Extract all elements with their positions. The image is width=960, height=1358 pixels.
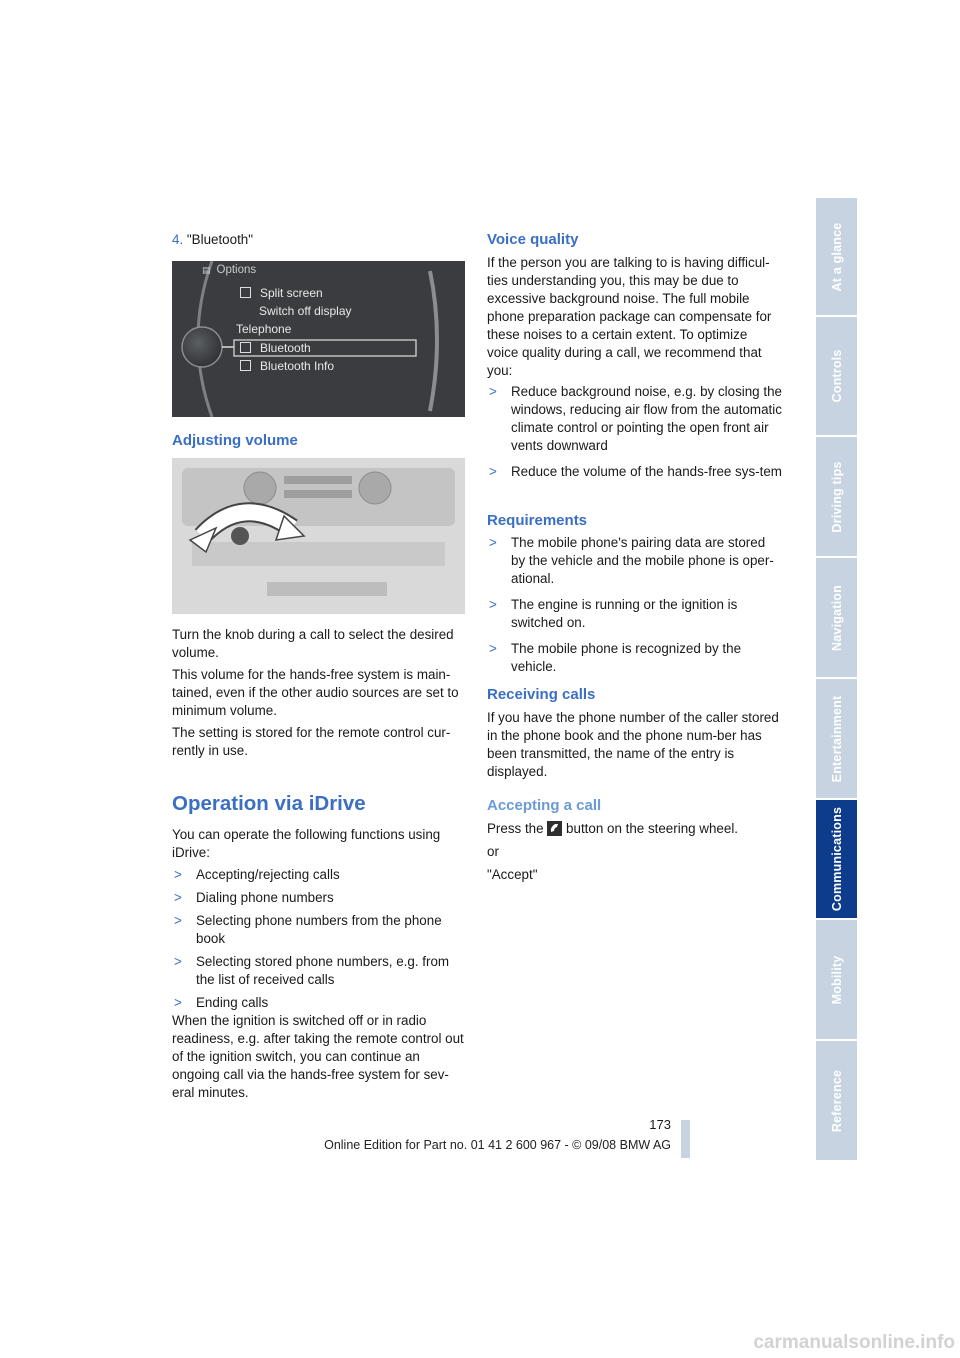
accept-option-text: "Accept" (487, 867, 538, 882)
volume-knob-photo (172, 458, 465, 614)
edition-footer: Online Edition for Part no. 01 41 2 600 967 - © 09/08 BMW AG (324, 1138, 671, 1152)
tab-communications[interactable]: Communications (816, 800, 857, 920)
operation-via-idrive-heading: Operation via iDrive (172, 792, 366, 815)
list-item: > Ending calls (174, 995, 269, 1010)
menu-item-split-screen: Split screen (240, 286, 323, 300)
voice-quality-list (487, 383, 782, 489)
list-item: > Reduce background noise, e.g. by closing the windows, reducing air flow from the automatic climate control or pointing the open front air vents downward (489, 384, 782, 453)
list-item: > Selecting phone numbers from the phone book (174, 913, 442, 946)
menu-title: ▤ Options (202, 264, 257, 276)
tab-controls[interactable]: Controls (816, 317, 857, 437)
paragraph-press-button: Press the button on the steering wheel. (487, 821, 739, 836)
idrive-controller-graphic (172, 261, 465, 417)
idrive-functions-list (172, 866, 465, 1017)
tab-entertainment[interactable]: Entertainment (816, 679, 857, 800)
menu-icon: ▤ (202, 265, 211, 275)
tab-at-a-glance[interactable]: At a glance (816, 198, 857, 317)
paragraph-operate-functions: You can operate the following functions using iDrive: (172, 827, 441, 860)
page-number: 173 (649, 1117, 671, 1132)
tab-reference[interactable]: Reference (816, 1041, 857, 1162)
tab-navigation[interactable]: Navigation (816, 558, 857, 679)
checkbox-icon (240, 360, 251, 371)
receiving-calls-heading: Receiving calls (487, 686, 596, 703)
list-item: > Accepting/rejecting calls (174, 867, 340, 882)
adjusting-volume-heading: Adjusting volume (172, 432, 298, 449)
paragraph-receiving-calls: If you have the phone number of the caller stored in the phone book and the phone num-ber has been transmitted, the name of the entry is displayed. (487, 710, 779, 779)
idrive-options-screenshot (172, 261, 465, 417)
step-text: "Bluetooth" (186, 232, 253, 247)
list-item: > The mobile phone's pairing data are stored by the vehicle and the mobile phone is oper-ational. (489, 535, 774, 586)
paragraph-voice-quality: If the person you are talking to is having difficul-ties understanding you, this may be due to excessive background noise. The full mobile phone preparation package can compensate for these noises to a certain extent. To optimize voice quality during a call, we recommend that you: (487, 255, 772, 378)
requirements-list (487, 534, 782, 684)
page-number-marker (681, 1120, 690, 1158)
list-item: > The mobile phone is recognized by the vehicle. (489, 641, 742, 674)
checkbox-checked-icon (240, 342, 251, 353)
step-number: 4. (172, 232, 184, 247)
menu-item-bluetooth-info: Bluetooth Info (240, 359, 334, 373)
watermark: carmanualsonline.info (753, 1332, 955, 1353)
requirements-heading: Requirements (487, 512, 588, 529)
list-item: > Dialing phone numbers (174, 890, 334, 905)
paragraph-setting-stored: The setting is stored for the remote control cur-rently in use. (172, 725, 451, 758)
checkbox-checked-icon (240, 287, 251, 298)
list-item: > Reduce the volume of the hands-free sys-tem (489, 464, 782, 479)
or-text: or (487, 844, 499, 859)
tab-driving-tips[interactable]: Driving tips (816, 437, 857, 558)
list-item: > Selecting stored phone numbers, e.g. from the list of received calls (174, 954, 450, 987)
phone-handset-icon (547, 821, 562, 836)
accepting-call-heading: Accepting a call (487, 797, 602, 814)
voice-quality-heading: Voice quality (487, 231, 579, 248)
paragraph-ongoing-call: When the ignition is switched off or in radio readiness, e.g. after taking the remote control out of the ignition switch, you can continue an ongoing call via the hands-free system for sev-eral minutes. (172, 1013, 464, 1100)
tab-mobility[interactable]: Mobility (816, 920, 857, 1041)
menu-item-telephone: Telephone (236, 322, 292, 336)
step-4 (172, 231, 253, 249)
paragraph-volume-maintained: This volume for the hands-free system is main-tained, even if the other audio sources are set to minimum volume. (172, 667, 459, 718)
menu-item-bluetooth: Bluetooth (240, 341, 311, 355)
paragraph-turn-knob: Turn the knob during a call to select the desired volume. (172, 627, 454, 660)
list-item: > The engine is running or the ignition is switched on. (489, 597, 738, 630)
menu-item-switch-off-display: Switch off display (259, 304, 352, 318)
center-console-graphic (172, 458, 465, 614)
